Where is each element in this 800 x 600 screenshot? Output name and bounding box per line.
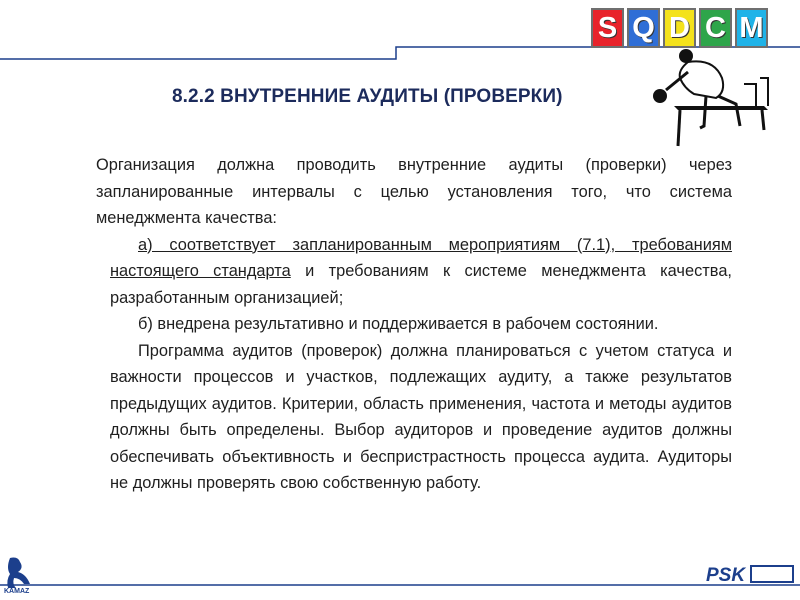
- sqdcm-d: D: [663, 8, 696, 48]
- document-body: [96, 152, 732, 497]
- footer-rule: [0, 575, 800, 600]
- sqdcm-m: M: [735, 8, 768, 48]
- inspector-figure-icon: [644, 48, 774, 148]
- program-text: Программа аудитов (проверок) должна планироваться с учетом статуса и важности процессов и участков, подлежащих аудиту, а также результатов предыдущих аудитов. Критерии, область применения, частота и методы аудитов должны быть определены. Выбор аудиторов и проведение аудитов должны обеспечивать объективность и беспристрастность процесса аудита. Аудиторы не должны проверять свою собственную работу.: [110, 341, 732, 492]
- kamaz-logo-text: KAMAZ: [4, 588, 30, 595]
- psk-brand: PSK: [706, 565, 746, 586]
- list-item-b: [96, 311, 732, 338]
- page-title: 8.2.2 ВНУТРЕННИЕ АУДИТЫ (ПРОВЕРКИ): [172, 86, 563, 107]
- item-a-rest: и требованиям к системе менеджмента качества, разработанным организацией;: [110, 262, 732, 307]
- paragraph-program: [96, 338, 732, 497]
- intro-text: Организация должна проводить внутренние аудиты (проверки) через запланированные интервалы с целью установления того, что система менеджмента качества:: [96, 156, 732, 227]
- item-a-underlined: а) соответствует запланированным мероприятиям (7.1), требованиям настоящего стандарта: [110, 235, 732, 280]
- item-b-text: б) внедрена результативно и поддерживается в рабочем состоянии.: [138, 315, 659, 333]
- sqdcm-s: S: [591, 8, 624, 48]
- paragraph-intro: [96, 152, 732, 232]
- list-item-a: [96, 232, 732, 312]
- sqdcm-c: C: [699, 8, 732, 48]
- sqdcm-badges: [591, 8, 768, 48]
- sqdcm-q: Q: [627, 8, 660, 48]
- psk-box: [750, 565, 794, 583]
